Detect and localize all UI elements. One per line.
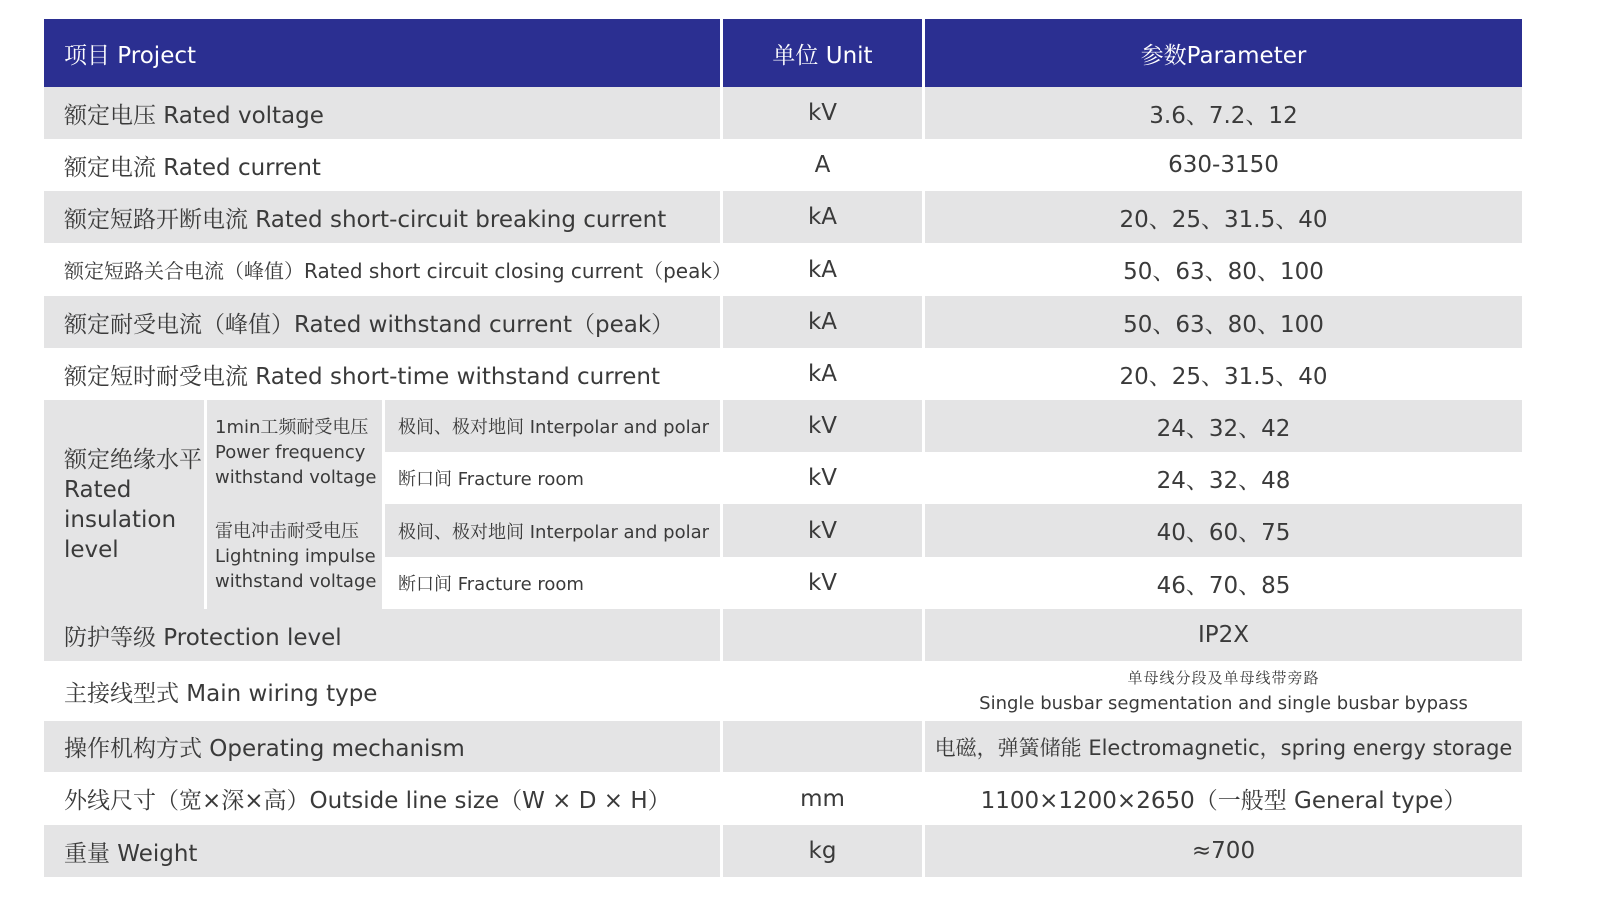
insulation-label-line: Rated: [64, 476, 132, 503]
row-param: 630-3150: [922, 139, 1522, 191]
row-param: 50、63、80、100: [922, 243, 1522, 296]
row-param: 20、25、31.5、40: [922, 191, 1522, 243]
row-name: 外线尺寸（宽×深×高）Outside line size（W × D × H）: [44, 772, 720, 825]
table-row: [44, 504, 1522, 557]
row-param: [922, 721, 1522, 772]
fracture-label: 断口间 Fracture room: [382, 557, 720, 609]
row-name: [44, 243, 732, 296]
header-row: [44, 19, 1522, 87]
table-row: [44, 191, 1522, 243]
lightning-impulse-label: [204, 504, 382, 609]
row-name: 操作机构方式 Operating mechanism: [44, 721, 720, 772]
row-unit: kV: [720, 87, 922, 139]
table-row: [44, 243, 1522, 296]
power-frequency-line: Power frequency: [215, 441, 366, 463]
row-param: 20、25、31.5、40: [922, 348, 1522, 400]
insulation-label-line: insulation: [64, 506, 177, 533]
lightning-impulse-line: 雷电冲击耐受电压: [215, 521, 359, 542]
row-param: 40、60、75: [922, 504, 1522, 557]
power-frequency-label: [204, 400, 382, 504]
table-row: [44, 348, 1522, 400]
table-row: [44, 661, 1522, 721]
table-row: [44, 400, 1522, 452]
row-param: 3.6、7.2、12: [922, 87, 1522, 139]
row-param: 1100×1200×2650（一般型 General type）: [922, 772, 1522, 825]
row-unit: kV: [720, 557, 922, 609]
row-unit: mm: [720, 772, 922, 825]
row-unit: A: [720, 139, 922, 191]
row-name: 额定电压 Rated voltage: [44, 87, 720, 139]
row-unit: [720, 721, 922, 772]
interpolar-label: 极间、极对地间 Interpolar and polar: [382, 400, 720, 452]
wiring-param-en: Single busbar segmentation and single busbar bypass: [979, 693, 1468, 714]
fracture-label: 断口间 Fracture room: [382, 452, 720, 504]
insulation-label-line: level: [64, 536, 119, 563]
row-param: IP2X: [922, 609, 1522, 661]
row-unit: kA: [720, 348, 922, 400]
power-frequency-line: 1min工频耐受电压: [215, 416, 369, 438]
insulation-label: [44, 400, 204, 609]
table-row: [44, 139, 1522, 191]
header-parameter: 参数Parameter: [922, 19, 1522, 87]
row-param: 46、70、85: [922, 557, 1522, 609]
lightning-impulse-line: Lightning impulse: [215, 546, 376, 567]
row-param: 24、32、48: [922, 452, 1522, 504]
row-unit: kg: [720, 825, 922, 877]
table-row: [44, 772, 1522, 825]
row-name: 防护等级 Protection level: [44, 609, 720, 661]
row-unit: kA: [720, 243, 922, 296]
lightning-impulse-line: withstand voltage: [215, 571, 377, 592]
row-name: 主接线型式 Main wiring type: [44, 661, 720, 721]
row-param-text: 电磁，弹簧储能 Electromagnetic，spring energy storage: [934, 735, 1513, 760]
row-unit: [720, 661, 922, 721]
table-row: [44, 721, 1522, 772]
row-unit: kA: [720, 296, 922, 348]
insulation-label-line: 额定绝缘水平: [64, 446, 202, 473]
table-row: [44, 609, 1522, 661]
row-unit: kA: [720, 191, 922, 243]
table-row: [44, 296, 1522, 348]
row-unit: kV: [720, 400, 922, 452]
row-name: 额定短路开断电流 Rated short-circuit breaking current: [44, 191, 720, 243]
row-param: [922, 661, 1522, 721]
header-unit: 单位 Unit: [720, 19, 922, 87]
table-row: [44, 87, 1522, 139]
power-frequency-line: withstand voltage: [215, 466, 377, 488]
row-param: 50、63、80、100: [922, 296, 1522, 348]
row-name: 额定耐受电流（峰值）Rated withstand current（peak）: [44, 296, 720, 348]
row-param: ≈700: [922, 825, 1522, 877]
header-project: 项目 Project: [44, 19, 720, 87]
wiring-param-zh: 单母线分段及单母线带旁路: [1127, 669, 1320, 687]
interpolar-label: 极间、极对地间 Interpolar and polar: [382, 504, 720, 557]
row-unit: [720, 609, 922, 661]
table-row: [44, 825, 1522, 877]
row-name: 额定电流 Rated current: [44, 139, 720, 191]
row-name-text: 额定短路关合电流（峰值）Rated short circuit closing current（peak）: [64, 259, 732, 283]
spec-table: [44, 19, 1522, 877]
row-name: 重量 Weight: [44, 825, 720, 877]
row-unit: kV: [720, 504, 922, 557]
row-unit: kV: [720, 452, 922, 504]
row-name: 额定短时耐受电流 Rated short-time withstand current: [44, 348, 720, 400]
row-param: 24、32、42: [922, 400, 1522, 452]
